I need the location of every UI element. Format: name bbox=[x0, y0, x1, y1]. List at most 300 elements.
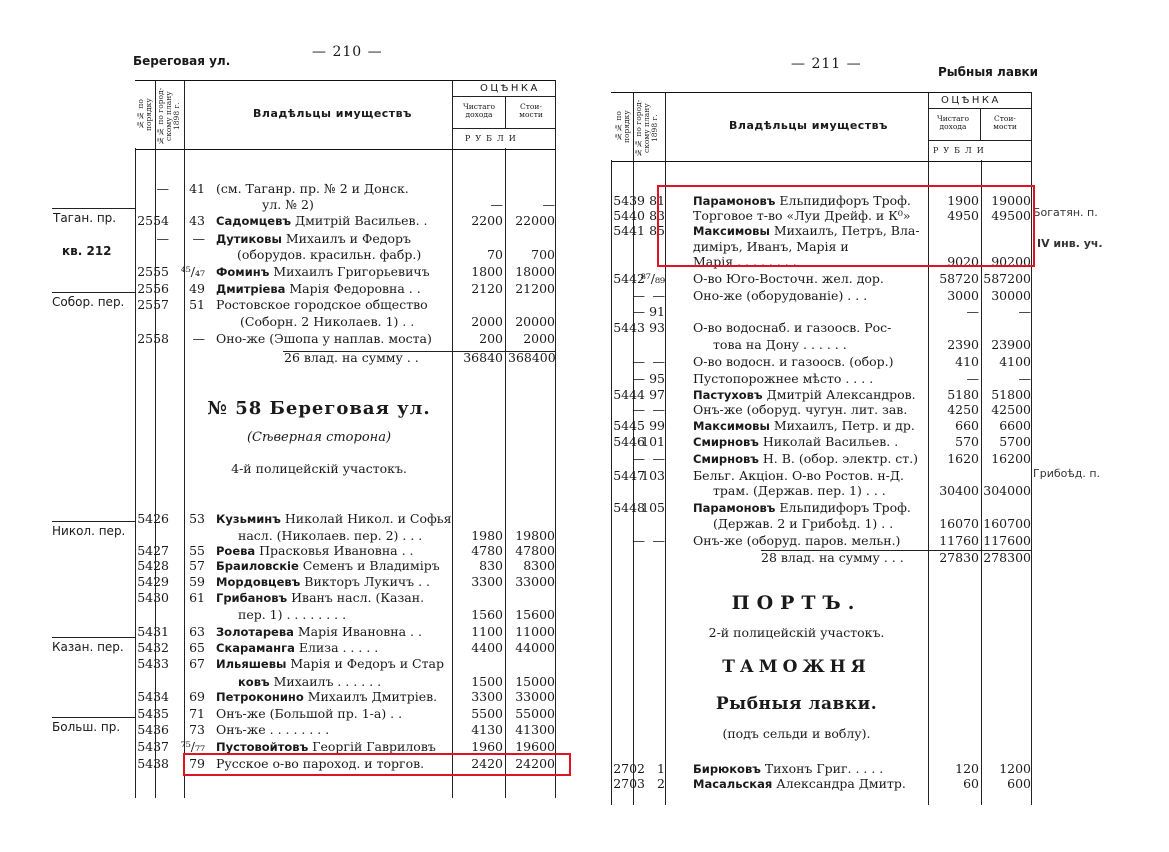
side-label: Больш. пр. bbox=[52, 720, 121, 734]
row-owner bbox=[693, 533, 900, 549]
row-value: 20000 bbox=[515, 314, 555, 329]
header-net-income: Чистаго дохода bbox=[462, 102, 496, 119]
row-net-income: 1100 bbox=[471, 624, 503, 639]
row-owner-detail: Онъ-же . . . . . . . . bbox=[216, 722, 330, 737]
header-col-number: №№ по порядку bbox=[614, 110, 631, 143]
row-net-income: 4130 bbox=[471, 722, 503, 737]
row-net-income: 60 bbox=[963, 776, 979, 791]
row-number: 5428 bbox=[137, 558, 169, 573]
row-value: 6600 bbox=[999, 418, 1031, 433]
row-plan-number: 55 bbox=[189, 543, 205, 558]
row-plan-number: 53 bbox=[189, 511, 205, 526]
row-number: — bbox=[632, 371, 645, 386]
row-owner-detail: Александра Дмитр. bbox=[772, 776, 906, 791]
row-value: 16200 bbox=[991, 451, 1031, 466]
row-value: 47800 bbox=[515, 543, 555, 558]
row-number: — bbox=[632, 354, 645, 369]
row-owner-detail: Николай Никол. и Софья bbox=[280, 511, 452, 526]
page-number: — 211 — bbox=[791, 56, 862, 72]
side-label: кв. 212 bbox=[62, 244, 112, 258]
row-owner-detail: Пустопорожнее мѣсто . . . . bbox=[693, 371, 874, 386]
row-value: 600 bbox=[1007, 776, 1031, 791]
section-district: 2-й полицейскій участокъ. bbox=[708, 625, 885, 640]
row-owner bbox=[216, 624, 422, 640]
row-number: 5447 bbox=[613, 468, 645, 483]
row-number: 2557 bbox=[137, 297, 169, 312]
row-value: 51800 bbox=[991, 387, 1031, 402]
row-number: 5433 bbox=[137, 656, 169, 671]
row-net-income: — bbox=[966, 304, 979, 319]
row-owner bbox=[216, 264, 430, 280]
row-plan-number: — bbox=[652, 533, 665, 548]
row-owner-surname: Золотарева bbox=[216, 625, 294, 639]
row-owner bbox=[216, 590, 424, 606]
bleed-label: Богатян. п. bbox=[1033, 206, 1098, 219]
row-plan-number: 2 bbox=[657, 776, 665, 791]
row-owner-surname: Масальская bbox=[693, 777, 773, 791]
row-owner-detail: Оно-же (оборудованіе) . . . bbox=[693, 288, 868, 303]
section-district: 4-й полицейскій участокъ. bbox=[231, 461, 407, 476]
page-number: — 210 — bbox=[312, 44, 383, 60]
row-owner-detail: Ельпидифоръ Троф. bbox=[775, 500, 911, 515]
row-owner-surname: Кузьминъ bbox=[216, 512, 281, 526]
row-plan-number: 51 bbox=[189, 297, 205, 312]
row-value: 15000 bbox=[515, 674, 555, 689]
row-net-income: 58720 bbox=[939, 271, 979, 286]
row-plan-number: 41 bbox=[189, 181, 205, 196]
row-owner-detail: Русское о-во пароход. и торгов. bbox=[216, 756, 425, 771]
row-owner-surname: ковъ bbox=[238, 675, 270, 689]
row-owner bbox=[693, 500, 911, 516]
row-owner-surname: Парамоновъ bbox=[693, 194, 776, 208]
row-owner-detail: Прасковья Ивановна . . bbox=[255, 543, 414, 558]
row-owner bbox=[238, 528, 422, 544]
row-number: 5426 bbox=[137, 511, 169, 526]
row-value: 24200 bbox=[515, 756, 555, 771]
row-plan-number: 101 bbox=[641, 434, 665, 449]
row-net-income: 1960 bbox=[471, 739, 503, 754]
row-plan-number: — bbox=[192, 231, 205, 246]
row-owner-detail: 26 влад. на сумму . . bbox=[284, 350, 419, 365]
row-owner-detail: Михаилъ . . . . . . bbox=[269, 674, 382, 689]
header-ocenka: ОЦѢНКА bbox=[941, 95, 1001, 106]
header-ocenka: ОЦѢНКА bbox=[480, 83, 540, 94]
side-label: Собор. пер. bbox=[52, 295, 125, 309]
row-value: 41300 bbox=[515, 722, 555, 737]
row-owner-detail: (оборудов. красильн. фабр.) bbox=[237, 247, 422, 262]
row-owner-detail: Тихонъ Григ. . . . . bbox=[760, 761, 884, 776]
row-net-income: 4250 bbox=[947, 402, 979, 417]
row-plan-number: 63 bbox=[189, 624, 205, 639]
row-owner-detail: 28 влад. на сумму . . . bbox=[761, 550, 904, 565]
row-owner bbox=[216, 331, 432, 347]
row-number: 2554 bbox=[137, 213, 169, 228]
row-net-income: 1900 bbox=[947, 193, 979, 208]
row-value: 1200 bbox=[999, 761, 1031, 776]
row-owner bbox=[216, 574, 430, 590]
row-owner-detail: Михаилъ, Петръ, Вла- bbox=[769, 223, 920, 238]
row-net-income: 570 bbox=[955, 434, 979, 449]
row-owner-surname: Пастуховъ bbox=[693, 388, 763, 402]
row-owner-detail: Ельпидифоръ Троф. bbox=[775, 193, 911, 208]
section-title: № 58 Береговая ул. bbox=[207, 398, 431, 419]
row-plan-number: 105 bbox=[641, 500, 665, 515]
row-owner-detail: Оно-же (Эшопа у наплав. моста) bbox=[216, 331, 432, 346]
row-value: 18000 bbox=[515, 264, 555, 279]
row-value: 23900 bbox=[991, 337, 1031, 352]
row-owner bbox=[693, 387, 916, 403]
section-fish-shops: Рыбныя лавки. bbox=[715, 694, 878, 714]
row-value: 44000 bbox=[515, 640, 555, 655]
row-number: — bbox=[632, 304, 645, 319]
header-value: Стои- мости bbox=[993, 114, 1017, 131]
row-value: — bbox=[1018, 371, 1031, 386]
row-number: 5444 bbox=[613, 387, 645, 402]
row-value: 55000 bbox=[515, 706, 555, 721]
row-owner bbox=[693, 288, 867, 304]
right-page bbox=[585, 0, 1169, 852]
row-owner bbox=[216, 297, 428, 313]
row-owner-detail: Марія и Федоръ и Стар bbox=[286, 656, 444, 671]
row-owner-detail: Онъ-же (Большой пр. 1-а) . . bbox=[216, 706, 403, 721]
row-owner bbox=[216, 558, 440, 574]
row-plan-number: — bbox=[652, 402, 665, 417]
header-owners: Владѣльцы имуществъ bbox=[729, 119, 888, 132]
row-number: 5446 bbox=[613, 434, 645, 449]
row-owner bbox=[761, 550, 904, 566]
row-owner bbox=[216, 706, 402, 722]
row-owner-detail: Михаилъ и Федоръ bbox=[281, 231, 411, 246]
header-net-income: Чистаго дохода bbox=[936, 114, 970, 131]
row-plan-number: — bbox=[652, 288, 665, 303]
row-plan-number: 49 bbox=[189, 281, 205, 296]
row-value: 15600 bbox=[515, 607, 555, 622]
row-net-income: 1500 bbox=[471, 674, 503, 689]
row-owner-detail: Онъ-же (оборуд. паров. мельн.) bbox=[693, 533, 901, 548]
row-net-income: 5180 bbox=[947, 387, 979, 402]
row-plan-number: 83 bbox=[649, 208, 665, 223]
row-net-income: 16070 bbox=[939, 516, 979, 531]
row-number: 5439 bbox=[613, 193, 645, 208]
row-net-income: 1800 bbox=[471, 264, 503, 279]
row-number: 5441 bbox=[613, 223, 645, 238]
row-owner-detail: О-во водоснаб. и газоосв. Рос- bbox=[693, 320, 892, 335]
row-net-income: 9020 bbox=[947, 254, 979, 269]
row-value: 304000 bbox=[983, 483, 1031, 498]
row-value: 2000 bbox=[523, 331, 555, 346]
row-owner bbox=[216, 543, 414, 559]
row-number: 5430 bbox=[137, 590, 169, 605]
side-label: Никол. пер. bbox=[52, 524, 126, 538]
row-number: 5440 bbox=[613, 208, 645, 223]
row-number: 5431 bbox=[137, 624, 169, 639]
row-value: 30000 bbox=[991, 288, 1031, 303]
row-owner bbox=[693, 371, 873, 387]
row-net-income: 4950 bbox=[947, 208, 979, 223]
row-number: 2555 bbox=[137, 264, 169, 279]
row-owner-detail: това на Дону . . . . . . bbox=[713, 337, 847, 352]
row-number: 5427 bbox=[137, 543, 169, 558]
row-plan-number: 93 bbox=[649, 320, 665, 335]
row-net-income: 2390 bbox=[947, 337, 979, 352]
highlight-box bbox=[183, 753, 571, 776]
row-value: 700 bbox=[531, 247, 555, 262]
row-owner bbox=[693, 451, 918, 467]
row-number: — bbox=[632, 533, 645, 548]
row-owner bbox=[216, 511, 451, 527]
row-plan-number: 99 bbox=[649, 418, 665, 433]
row-owner bbox=[216, 181, 409, 197]
row-net-income: 3300 bbox=[471, 574, 503, 589]
row-number: 5436 bbox=[137, 722, 169, 737]
row-number: — bbox=[156, 231, 169, 246]
row-net-income: 2120 bbox=[471, 281, 503, 296]
header-owners: Владѣльцы имуществъ bbox=[253, 107, 412, 120]
row-owner-detail: Елиза . . . . . bbox=[294, 640, 379, 655]
row-net-income: 30400 bbox=[939, 483, 979, 498]
row-number: — bbox=[632, 402, 645, 417]
row-value: 4100 bbox=[999, 354, 1031, 369]
row-plan-number: 79 bbox=[189, 756, 205, 771]
row-net-income: 830 bbox=[479, 558, 503, 573]
section-customs: ТАМОЖНЯ bbox=[722, 657, 871, 677]
row-owner-detail: Иванъ насл. (Казан. bbox=[287, 590, 425, 605]
row-owner bbox=[216, 656, 444, 672]
row-plan-number: 95 bbox=[649, 371, 665, 386]
row-net-income: — bbox=[966, 371, 979, 386]
row-number: 5435 bbox=[137, 706, 169, 721]
row-owner-detail: Михаилъ Григорьевичъ bbox=[269, 264, 430, 279]
header-rubles: РУБЛИ bbox=[933, 146, 989, 155]
row-plan-number: 57 bbox=[189, 558, 205, 573]
row-value: 33000 bbox=[515, 574, 555, 589]
row-owner-detail: Михаилъ Дмитріев. bbox=[303, 689, 438, 704]
row-owner-detail: (Соборн. 2 Николаев. 1) . . bbox=[240, 314, 415, 329]
row-owner bbox=[713, 483, 886, 499]
row-owner-detail: Николай Васильев. . bbox=[758, 434, 899, 449]
row-plan-number: 91 bbox=[649, 304, 665, 319]
row-plan-number: ⁴⁵/₄₇ bbox=[180, 264, 205, 279]
bleed-label: IV инв. уч. bbox=[1037, 237, 1103, 250]
row-owner-surname: Ильяшевы bbox=[216, 657, 287, 671]
row-plan-number: 65 bbox=[189, 640, 205, 655]
row-value: 5700 bbox=[999, 434, 1031, 449]
row-plan-number: 59 bbox=[189, 574, 205, 589]
row-owner bbox=[693, 402, 907, 418]
row-value: 33000 bbox=[515, 689, 555, 704]
row-owner-detail: Викторъ Лукичъ . . bbox=[300, 574, 431, 589]
row-owner bbox=[284, 350, 419, 366]
row-owner-detail: Н. В. (обор. электр. ст.) bbox=[758, 451, 919, 466]
row-owner-detail: трам. (Держав. пер. 1) . . . bbox=[713, 483, 886, 498]
section-note: (подъ сельди и воблу). bbox=[722, 726, 871, 741]
row-owner-detail: Михаилъ, Петр. и др. bbox=[769, 418, 915, 433]
row-plan-number: 1 bbox=[657, 761, 665, 776]
row-owner-surname: Бирюковъ bbox=[693, 762, 761, 776]
row-value: 42500 bbox=[991, 402, 1031, 417]
row-owner bbox=[693, 418, 915, 434]
header-value: Стои- мости bbox=[519, 102, 543, 119]
row-net-income: 36840 bbox=[463, 350, 503, 365]
row-value: 19800 bbox=[515, 528, 555, 543]
row-value: 117600 bbox=[983, 533, 1031, 548]
row-net-income: 660 bbox=[955, 418, 979, 433]
row-owner-detail: О-во Юго-Восточн. жел. дор. bbox=[693, 271, 884, 286]
row-number: 5438 bbox=[137, 756, 169, 771]
row-owner bbox=[693, 354, 894, 370]
side-label: Казан. пер. bbox=[52, 640, 124, 654]
row-plan-number: 97 bbox=[649, 387, 665, 402]
row-plan-number: — bbox=[652, 451, 665, 466]
row-owner bbox=[237, 247, 421, 263]
row-net-income: 410 bbox=[955, 354, 979, 369]
row-plan-number: 61 bbox=[189, 590, 205, 605]
row-owner bbox=[713, 337, 847, 353]
row-number: 5442 bbox=[613, 271, 645, 286]
side-label: Таган. пр. bbox=[53, 211, 117, 225]
section-subtitle: (Сѣверная сторона) bbox=[246, 430, 392, 445]
row-value: 160700 bbox=[983, 516, 1031, 531]
row-owner bbox=[693, 434, 898, 450]
table-header bbox=[135, 80, 555, 150]
row-plan-number: 73 bbox=[189, 722, 205, 737]
row-value: 19600 bbox=[515, 739, 555, 754]
row-owner-surname: Пустовойтовъ bbox=[216, 740, 309, 754]
row-net-income: 2000 bbox=[471, 314, 503, 329]
row-owner-surname: Смирновъ bbox=[693, 435, 759, 449]
row-owner-detail: Онъ-же (оборуд. чугун. лит. зав. bbox=[693, 402, 908, 417]
header-rubles: РУБЛИ bbox=[465, 134, 521, 143]
row-owner bbox=[693, 271, 884, 287]
left-page bbox=[0, 0, 580, 852]
row-plan-number: 103 bbox=[641, 468, 665, 483]
header-col-plan: №№ по город- скому плану 1898 г. bbox=[634, 99, 659, 157]
row-owner-surname: Грибановъ bbox=[216, 591, 288, 605]
row-owner-surname: Дмитріева bbox=[216, 282, 286, 296]
row-value: 90200 bbox=[991, 254, 1031, 269]
row-net-income: 200 bbox=[479, 331, 503, 346]
row-number: 5445 bbox=[613, 418, 645, 433]
row-value: 49500 bbox=[991, 208, 1031, 223]
bleed-label: Грибоѣд. п. bbox=[1033, 467, 1101, 480]
row-value: 19000 bbox=[991, 193, 1031, 208]
row-owner bbox=[693, 320, 891, 336]
row-net-income: — bbox=[490, 197, 503, 212]
row-owner-detail: пер. 1) . . . . . . . . bbox=[238, 607, 347, 622]
row-plan-number: 71 bbox=[189, 706, 205, 721]
table-header bbox=[611, 92, 1031, 162]
row-number: 2556 bbox=[137, 281, 169, 296]
row-owner-detail: (см. Таганр. пр. № 2 и Донск. bbox=[216, 181, 409, 196]
row-owner bbox=[216, 722, 329, 738]
row-owner-surname: Максимовы bbox=[693, 419, 770, 433]
row-net-income: 1980 bbox=[471, 528, 503, 543]
row-number: 2558 bbox=[137, 331, 169, 346]
row-plan-number: — bbox=[192, 331, 205, 346]
row-owner bbox=[693, 776, 906, 792]
row-owner-detail: Марія Федоровна . . bbox=[285, 281, 421, 296]
row-number: 5443 bbox=[613, 320, 645, 335]
row-value: — bbox=[542, 197, 555, 212]
row-net-income: 5500 bbox=[471, 706, 503, 721]
row-owner-surname: Смирновъ bbox=[693, 452, 759, 466]
row-owner-detail: диміръ, Иванъ, Марія и bbox=[693, 239, 849, 254]
row-owner-detail: О-во водосн. и газоосв. (обор.) bbox=[693, 354, 894, 369]
row-net-income: 4780 bbox=[471, 543, 503, 558]
highlight-box bbox=[657, 185, 1035, 267]
row-owner bbox=[216, 640, 378, 656]
row-owner bbox=[216, 281, 421, 297]
row-value: 11000 bbox=[515, 624, 555, 639]
row-owner-detail: Георгій Гавриловъ bbox=[308, 739, 436, 754]
row-plan-number: — bbox=[652, 354, 665, 369]
row-plan-number: ⁸⁷/₈₉ bbox=[640, 271, 665, 286]
row-plan-number: ⁷⁵/₇₇ bbox=[180, 739, 205, 754]
row-net-income: 120 bbox=[955, 761, 979, 776]
row-owner bbox=[713, 516, 893, 532]
row-owner-detail: Марія . . . . . . . . bbox=[693, 254, 797, 269]
row-number: 2702 bbox=[613, 761, 645, 776]
row-owner-surname: Максимовы bbox=[693, 224, 770, 238]
row-value: 368400 bbox=[508, 350, 556, 365]
row-number: 5429 bbox=[137, 574, 169, 589]
row-owner-detail: Марія Ивановна . . bbox=[293, 624, 422, 639]
row-number: — bbox=[156, 181, 169, 196]
row-owner-surname: Скарамангa bbox=[216, 641, 295, 655]
row-value: 587200 bbox=[983, 271, 1031, 286]
row-owner-detail: ул. № 2) bbox=[262, 197, 314, 212]
row-plan-number: 67 bbox=[189, 656, 205, 671]
row-net-income: 3300 bbox=[471, 689, 503, 704]
row-plan-number: 85 bbox=[649, 223, 665, 238]
row-owner-detail: Торговое т-во «Луи Дрейф. и К⁰» bbox=[693, 208, 911, 223]
row-owner bbox=[238, 607, 346, 623]
row-owner-surname: Садомцевъ bbox=[216, 214, 292, 228]
row-value: — bbox=[1018, 304, 1031, 319]
row-owner-surname: Дутиковы bbox=[216, 232, 282, 246]
row-owner-surname: Парамоновъ bbox=[693, 501, 776, 515]
row-owner-surname: Фоминъ bbox=[216, 265, 270, 279]
row-owner bbox=[262, 197, 314, 213]
row-plan-number: 69 bbox=[189, 689, 205, 704]
row-net-income: 70 bbox=[487, 247, 503, 262]
row-number: 5434 bbox=[137, 689, 169, 704]
row-net-income: 11760 bbox=[939, 533, 979, 548]
row-owner bbox=[693, 761, 883, 777]
row-owner bbox=[216, 689, 437, 705]
row-owner bbox=[238, 674, 381, 690]
row-net-income: 4400 bbox=[471, 640, 503, 655]
header-col-number: №№ по порядку bbox=[136, 98, 153, 131]
row-owner bbox=[240, 314, 414, 330]
row-owner-surname: Петроконино bbox=[216, 690, 304, 704]
row-number: — bbox=[632, 451, 645, 466]
section-port: ПОРТЪ. bbox=[731, 592, 862, 614]
row-net-income: 1620 bbox=[947, 451, 979, 466]
row-number: 5448 bbox=[613, 500, 645, 515]
row-owner-surname: Мордовцевъ bbox=[216, 575, 301, 589]
row-owner-detail: насл. (Николаев. пер. 2) . . . bbox=[238, 528, 423, 543]
row-owner-detail: (Держав. 2 и Грибоѣд. 1) . . bbox=[713, 516, 894, 531]
row-owner-surname: Браиловскіе bbox=[216, 559, 299, 573]
row-owner-detail: Ростовское городское общество bbox=[216, 297, 428, 312]
running-title: Береговая ул. bbox=[133, 54, 231, 68]
row-owner bbox=[693, 468, 904, 484]
row-owner bbox=[216, 213, 428, 229]
row-number: — bbox=[632, 288, 645, 303]
row-value: 21200 bbox=[515, 281, 555, 296]
row-value: 22000 bbox=[515, 213, 555, 228]
